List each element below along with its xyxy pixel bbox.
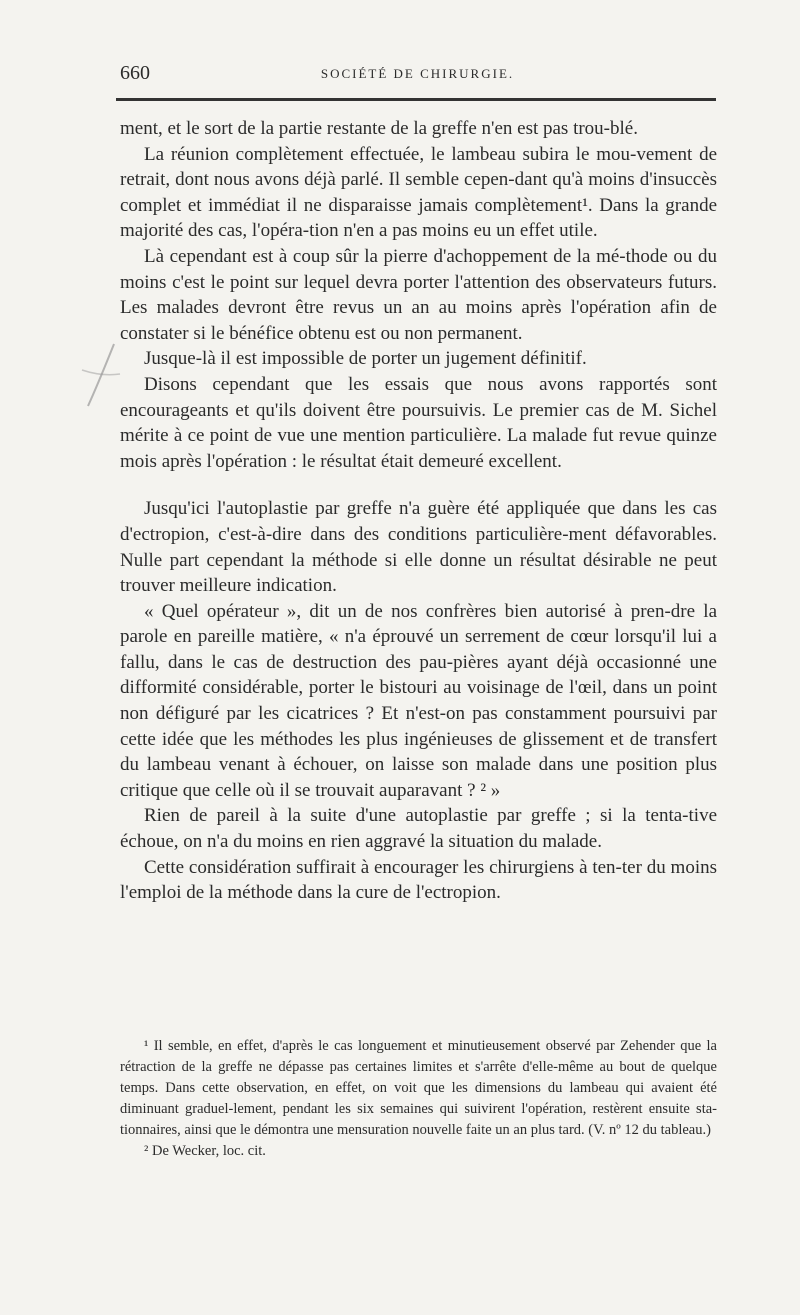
paragraph: ment, et le sort de la partie restante de la greffe n'en est pas trou-blé. — [120, 118, 638, 139]
paragraph: Là cependant est à coup sûr la pierre d'achoppement de la mé-thode ou du moins c'est le point sur lequel devra porter l'attention des observateurs futurs. Les malades devront être revus un an au moins après l'opération afin de constater si le bénéfice obtenu est ou non permanent. — [120, 245, 717, 344]
paragraph: La réunion complètement effectuée, le lambeau subira le mou-vement de retrait, dont nous avons déjà parlé. Il semble cepen-dant qu'à moins d'insuccès complet et immédiat il ne disparaisse jamais complètement¹. Dans la grande majorité des cas, l'opéra-tion n'en a pas moins eu un effet utile. — [120, 143, 717, 242]
paragraph: Disons cependant que les essais que nous avons rapportés sont encourageants et qu'ils doivent être poursuivis. Le premier cas de M. Sichel mérite à ce point de vue une mention particulière. La malade fut revue quinze mois après l'opération : le résultat était demeuré excellent. — [120, 373, 717, 472]
running-head: SOCIÉTÉ DE CHIRURGIE. — [320, 66, 515, 81]
paragraph: Cette considération suffirait à encourager les chirurgiens à ten-ter du moins l'emploi de la méthode dans la cure de l'ectropion. — [120, 856, 717, 904]
section-gap — [120, 474, 717, 496]
paragraph: Jusque-là il est impossible de porter un jugement définitif. — [144, 348, 587, 370]
page-header — [120, 62, 715, 92]
page-number: 660 — [120, 62, 150, 84]
footnote-1: ¹ Il semble, en effet, d'après le cas longuement et minutieusement observé par Zehender que la rétraction de la greffe ne dépasse pas certaines limites et s'arrête d'elle-même au bout de quelque temps. Dans cette observation, en effet, on voit que les dimensions du lambeau qui avaient été diminuant graduel-lement, pendant les six semaines qui suivirent l'opération, restèrent ensuite sta-tionnaires, ainsi que le démontra une mensuration nouvelle faite un an plus tard. (V. nº 12 du tableau.) — [120, 1038, 717, 1138]
paragraph: « Quel opérateur », dit un de nos confrères bien autorisé à pren-dre la parole en pareille matière, « n'a éprouvé un serrement de cœur lorsqu'il lui a fallu, dans le cas de destruction des pau-pières ayant déjà occasionné une difformité considérable, porter le bistouri au voisinage de l'œil, dans un point non défiguré par les cicatrices ? Et n'est-on pas constamment poursuivi par cette idée que les méthodes les plus ingénieuses de glissement et de transfert du lambeau venant à échouer, on laisse son malade dans une position plus critique que celle où il se trouvait auparavant ? ² » — [120, 600, 717, 801]
pencil-cross-mark — [76, 334, 126, 414]
header-rule — [116, 98, 716, 101]
main-text — [120, 116, 717, 906]
paragraph: Jusqu'ici l'autoplastie par greffe n'a guère été appliquée que dans les cas d'ectropion, c'est-à-dire dans des conditions particulière-ment défavorables. Nulle part cependant la méthode si elle donne un résultat désirable ne peut trouver meilleure indication. — [120, 498, 717, 597]
paragraph: Rien de pareil à la suite d'une autoplastie par greffe ; si la tenta-tive échoue, on n'a du moins en rien aggravé la situation du malade. — [120, 805, 717, 853]
footnotes — [120, 1036, 717, 1162]
footnote-2: ² De Wecker, loc. cit. — [144, 1143, 266, 1159]
